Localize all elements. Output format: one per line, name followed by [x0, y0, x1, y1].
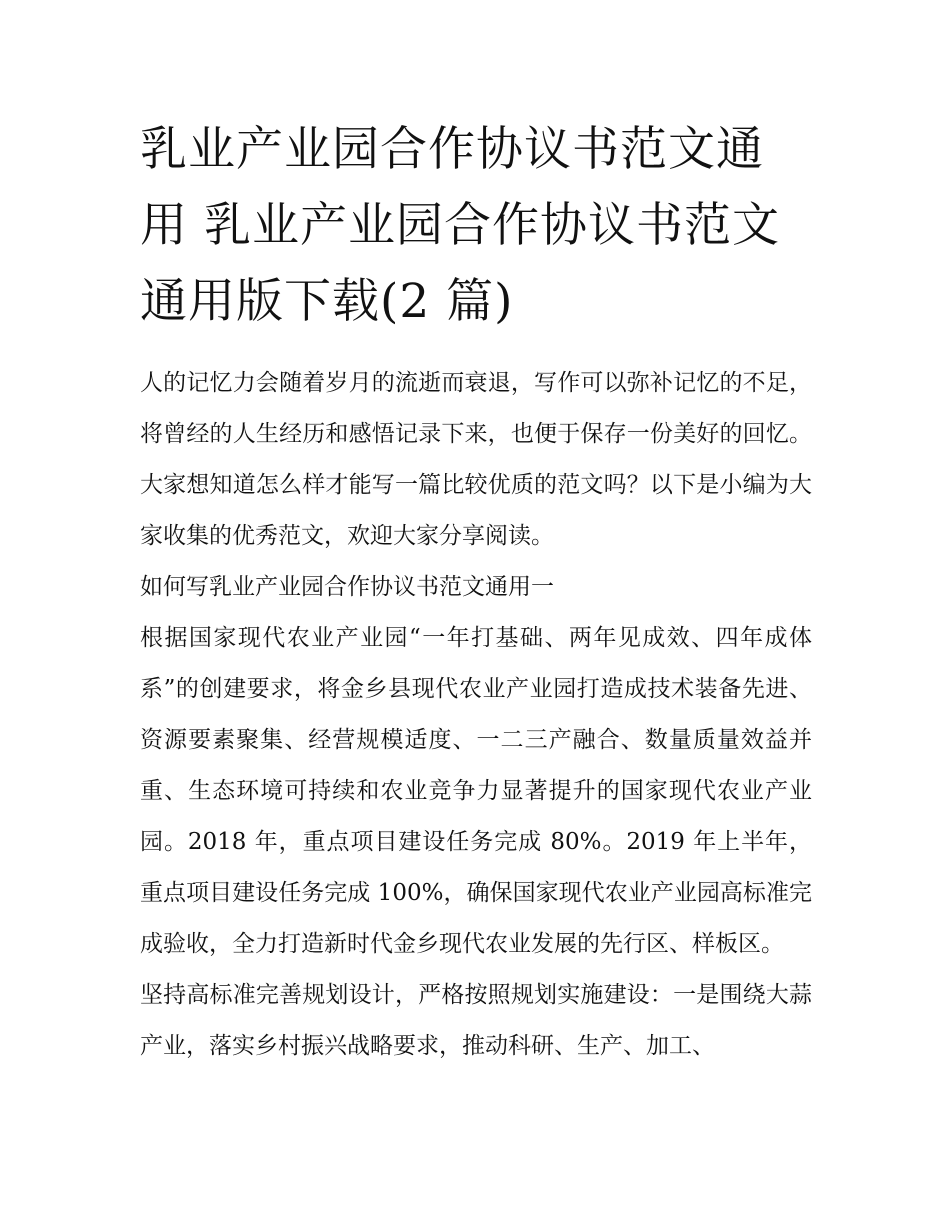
- document-title: [140, 112, 812, 340]
- body-paragraph: 根据国家现代农业产业园“一年打基础、两年见成效、四年成体系”的创建要求，将金乡县现代农业产业园打造成技术装备先进、资源要素聚集、经营规模适度、一二三产融合、数量质量效益并重、生态环境可持续和农业竞争力显著提升的国家现代农业产业园。2018 年，重点项目建设任务完成 80%。2019 年上半年，重点项目建设任务完成 100%，确保国家现代农业产业园高标准完成验收，全力打造新时代金乡现代农业发展的先行区、样板区。: [140, 625, 812, 957]
- title-line-3: 通用版下载(2 篇): [140, 274, 514, 329]
- section-heading: 如何写乳业产业园合作协议书范文通用一: [140, 574, 554, 600]
- title-line-1: 乳业产业园合作协议书范文通: [140, 122, 764, 177]
- title-line-2: 用 乳业产业园合作协议书范文: [140, 198, 780, 253]
- document-body: [140, 358, 812, 1072]
- document-page: [140, 112, 812, 1072]
- body-paragraph: 坚持高标准完善规划设计，严格按照规划实施建设：一是围绕大蒜产业，落实乡村振兴战略要求，推动科研、生产、加工、: [140, 982, 812, 1059]
- intro-paragraph: 人的记忆力会随着岁月的流逝而衰退，写作可以弥补记忆的不足，将曾经的人生经历和感悟记录下来，也便于保存一份美好的回忆。大家想知道怎么样才能写一篇比较优质的范文吗？以下是小编为大家收集的优秀范文，欢迎大家分享阅读。: [140, 370, 812, 549]
